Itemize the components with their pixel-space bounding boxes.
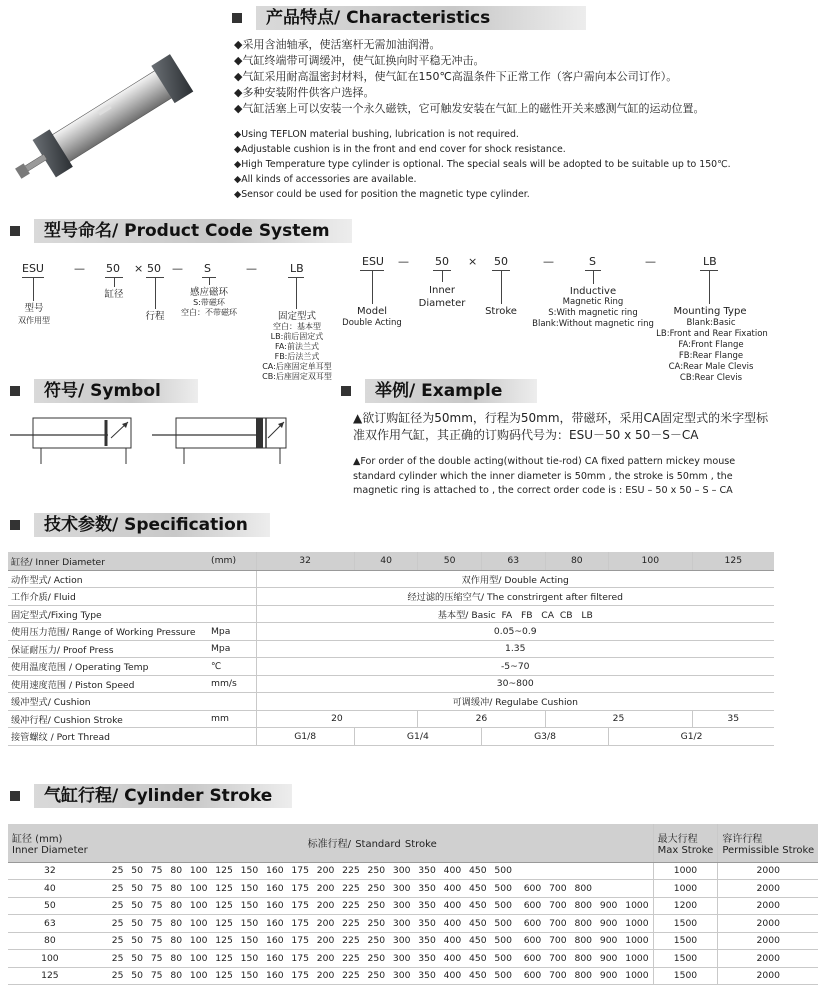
row-unit [208,693,256,711]
example-en-text: ▲For order of the double acting(without tie-rod) CA fixed pattern mickey mouse standard cylinder which the inner diameter is 50mm , the stroke is 50mm , the magnetic ring is attached to , the correct order code is : ESU – 50 x 50 – S – CA [353,456,736,496]
mount-item: Blank:Basic [686,318,736,328]
code-label: Blank:Without magnetic ring [532,319,654,329]
row-value: G1/4 [354,728,481,746]
row-value: 双作用型/ Double Acting [256,570,774,588]
header-std: 标准行程/ Standard Stroke [92,824,653,862]
section-title: 型号命名/ Product Code System [34,219,352,243]
row-value: G1/2 [609,728,774,746]
code-label: 空白：不带磁环 [181,308,237,317]
bore-cell: 80 [8,932,92,950]
code-label: Stroke [485,306,517,317]
code-label: Double Acting [342,318,402,328]
row-value: 20 [256,710,418,728]
row-unit [208,605,256,623]
section-bullet [10,791,20,801]
feature-bullet: ◆气缸活塞上可以安装一个永久磁铁，它可触发安装在气缸上的磁性开关来感测气缸的运动位置。 [234,102,705,115]
row-value: -5~70 [256,658,774,676]
section-bullet [10,386,20,396]
header-perm-en: Permissible Stroke [722,844,815,856]
mount-item: CB:后座固定双耳型 [262,372,332,381]
code-label: Model [356,306,388,317]
section-title: 气缸行程/ Cylinder Stroke [34,784,292,808]
spec-header [10,513,270,537]
row-value: 25 [545,710,692,728]
characteristics-header [232,6,586,30]
table-row [8,675,774,693]
feature-bullet: ◆All kinds of accessories are available. [234,174,417,185]
table-header-row [8,824,818,862]
section-bullet [10,226,20,236]
table-row [8,950,818,968]
code-separator: — [398,255,409,268]
row-value: 经过滤的压缩空气/ The constrirgent after filtered [256,588,774,606]
perm-stroke-cell: 2000 [718,880,818,898]
mount-item: CA:后座固定单耳型 [262,362,332,371]
code-separator: — [645,255,656,268]
mount-item: CB:Rear Clevis [679,373,743,383]
code-label: 固定型式 [277,311,316,322]
max-stroke-cell: 1500 [653,950,718,968]
stroke-table [8,824,818,985]
table-row [8,915,818,933]
bore-cell: 40 [8,880,92,898]
spec-table [8,552,774,746]
row-unit: mm/s [208,675,256,693]
std-stroke-cell: 25 50 75 80 100 125 150 160 175 200 225 250 300 350 400 450 500 600 700 800 900 1000 [92,915,653,933]
row-label: 缓冲行程/ Cushion Stroke [8,710,208,728]
header-perm-cn: 容许行程 [722,833,763,845]
section-title: 符号/ Symbol [34,379,198,403]
row-value: 30~800 [256,675,774,693]
feature-bullet: ◆Using TEFLON material bushing, lubrication is not required. [234,129,519,140]
code-label: Mounting Type [673,306,747,317]
table-row [8,932,818,950]
code-label: 双作用型 [18,316,50,325]
row-unit: Mpa [208,640,256,658]
std-stroke-cell: 25 50 75 80 100 125 150 160 175 200 225 250 300 350 400 450 500 [92,862,653,880]
code-part: ESU [22,262,44,275]
section-title: 举例/ Example [365,379,537,403]
header-bore-cn: 缸径 (mm) [12,833,63,845]
mount-item: FB:后法兰式 [274,352,320,361]
std-stroke-cell: 25 50 75 80 100 125 150 160 175 200 225 250 300 350 400 450 500 600 700 800 900 1000 [92,950,653,968]
row-unit [208,728,256,746]
bore-cell: 125 [8,967,92,985]
header-perm [718,824,818,862]
header-max-en: Max Stroke [657,844,714,856]
section-bullet [10,520,20,530]
feature-bullet: ◆采用含油轴承，使活塞杆无需加油润滑。 [234,38,441,51]
row-value: G1/8 [256,728,354,746]
row-label: 固定型式/Fixing Type [8,605,208,623]
table-row [8,605,774,623]
size-cell: 100 [609,552,692,570]
std-stroke-cell: 25 50 75 80 100 125 150 160 175 200 225 250 300 350 400 450 500 600 700 800 900 1000 [92,897,653,915]
mount-item: FA:前法兰式 [275,342,319,351]
table-row [8,897,818,915]
table-row [8,623,774,641]
size-cell: 40 [354,552,418,570]
table-header-row [8,552,774,570]
size-cell: 32 [256,552,354,570]
table-row [8,880,818,898]
row-unit [208,588,256,606]
perm-stroke-cell: 2000 [718,897,818,915]
code-part: 50 [494,255,508,268]
example-header [341,379,537,403]
size-cell: 63 [481,552,545,570]
feature-bullet: ◆Adjustable cushion is in the front and end cover for shock resistance. [234,144,566,155]
std-stroke-cell: 25 50 75 80 100 125 150 160 175 200 225 250 300 350 400 450 500 600 700 800 [92,880,653,898]
feature-bullet: ◆气缸终端带可调缓冲，使气缸换向时平稳无冲击。 [234,54,485,67]
row-label: 使用速度范围 / Piston Speed [8,675,208,693]
perm-stroke-cell: 2000 [718,915,818,933]
max-stroke-cell: 1000 [653,862,718,880]
max-stroke-cell: 1200 [653,897,718,915]
row-value: 可调缓冲/ Regulabe Cushion [256,693,774,711]
mount-item: CA:Rear Male Clevis [668,362,754,372]
row-unit: mm [208,710,256,728]
bore-cell: 32 [8,862,92,880]
row-label: 接管螺纹 / Port Thread [8,728,208,746]
row-unit [208,570,256,588]
section-bullet [341,386,351,396]
double-acting-symbol [8,412,138,472]
table-row [8,693,774,711]
table-row [8,967,818,985]
magnetic-cylinder-symbol [150,412,300,472]
max-stroke-cell: 1500 [653,967,718,985]
mount-item: LB:前后固定式 [270,332,324,341]
row-unit: ℃ [208,658,256,676]
max-stroke-cell: 1500 [653,932,718,950]
table-row [8,710,774,728]
code-separator: × [468,255,478,268]
row-unit: Mpa [208,623,256,641]
code-label: Inner [429,285,455,296]
perm-stroke-cell: 2000 [718,862,818,880]
section-bullet [232,13,242,23]
header-max [653,824,718,862]
table-row [8,728,774,746]
mount-item: FA:Front Flange [678,340,744,350]
code-part: 50 [106,262,120,275]
code-system-header [10,219,352,243]
row-value: 基本型/ Basic FA FB CA CB LB [256,605,774,623]
row-label: 动作型式/ Action [8,570,208,588]
code-separator: — [172,262,183,275]
code-label: 行程 [145,311,165,322]
bore-cell: 63 [8,915,92,933]
row-label: 使用温度范围 / Operating Temp [8,658,208,676]
cylinder-product-image [2,40,230,190]
example-cn-text: ▲欲订购缸径为50mm，行程为50mm，带磁环，采用CA固定型式的米字型标准双作用气缸，其正确的订购码代号为：ESU－50 x 50－S－CA [353,411,769,442]
std-stroke-cell: 25 50 75 80 100 125 150 160 175 200 225 250 300 350 400 450 500 600 700 800 900 1000 [92,967,653,985]
section-title: 技术参数/ Specification [34,513,270,537]
table-row [8,862,818,880]
code-separator: — [74,262,85,275]
code-separator: — [543,255,554,268]
code-part: LB [703,255,717,268]
code-label: S:带磁环 [193,298,225,307]
code-label: 型号 [24,303,44,314]
code-part: S [589,255,596,268]
row-label: 缓冲型式/ Cushion [8,693,208,711]
code-label: 感应磁环 [189,287,228,298]
code-label: Inductive [569,286,617,297]
code-part: LB [290,262,304,275]
bore-cell: 50 [8,897,92,915]
size-cell: 80 [545,552,609,570]
mount-item: LB:Front and Rear Fixation [656,329,768,339]
max-stroke-cell: 1000 [653,880,718,898]
code-part: S [204,262,211,275]
row-value: 35 [692,710,774,728]
max-stroke-cell: 1500 [653,915,718,933]
feature-bullet: ◆Sensor could be used for position the magnetic type cylinder. [234,189,530,200]
row-value: 1.35 [256,640,774,658]
row-label: 工作介质/ Fluid [8,588,208,606]
feature-bullet: ◆气缸采用耐高温密封材料，使气缸在150℃高温条件下正常工作（客户需向本公司订作）。 [234,70,678,83]
code-separator: × [134,262,144,275]
header-max-cn: 最大行程 [657,833,698,845]
table-row [8,588,774,606]
symbol-header [10,379,198,403]
feature-bullet: ◆多种安装附件供客户选择。 [234,86,375,99]
size-cell: 50 [418,552,482,570]
mount-item: 空白：基本型 [273,322,321,331]
mount-item: FB:Rear Flange [678,351,744,361]
code-part: 50 [435,255,449,268]
header-unit: (mm) [208,552,256,570]
header-bore [8,824,92,862]
code-part: 50 [147,262,161,275]
code-label: 缸径 [104,289,124,300]
code-separator: — [246,262,257,275]
feature-bullet: ◆High Temperature type cylinder is optional. The special seals will be adopted to be suitable up to 150℃. [234,159,731,170]
row-label: 保证耐压力/ Proof Press [8,640,208,658]
stroke-header [10,784,292,808]
header-bore-en: Inner Diameter [12,844,88,856]
perm-stroke-cell: 2000 [718,950,818,968]
row-value: G3/8 [481,728,608,746]
size-cell: 125 [692,552,774,570]
code-part: ESU [362,255,384,268]
section-title: 产品特点/ Characteristics [256,6,586,30]
header-label: 缸径/ Inner Diameter [8,552,208,570]
code-label: S:With magnetic ring [548,308,638,318]
code-label: Magnetic Ring [562,297,624,307]
std-stroke-cell: 25 50 75 80 100 125 150 160 175 200 225 250 300 350 400 450 500 600 700 800 900 1000 [92,932,653,950]
bore-cell: 100 [8,950,92,968]
table-row [8,658,774,676]
table-row [8,570,774,588]
code-label: Diameter [418,298,466,309]
row-value: 26 [418,710,545,728]
row-value: 0.05~0.9 [256,623,774,641]
perm-stroke-cell: 2000 [718,932,818,950]
row-label: 使用压力范围/ Range of Working Pressure [8,623,208,641]
perm-stroke-cell: 2000 [718,967,818,985]
table-row [8,640,774,658]
